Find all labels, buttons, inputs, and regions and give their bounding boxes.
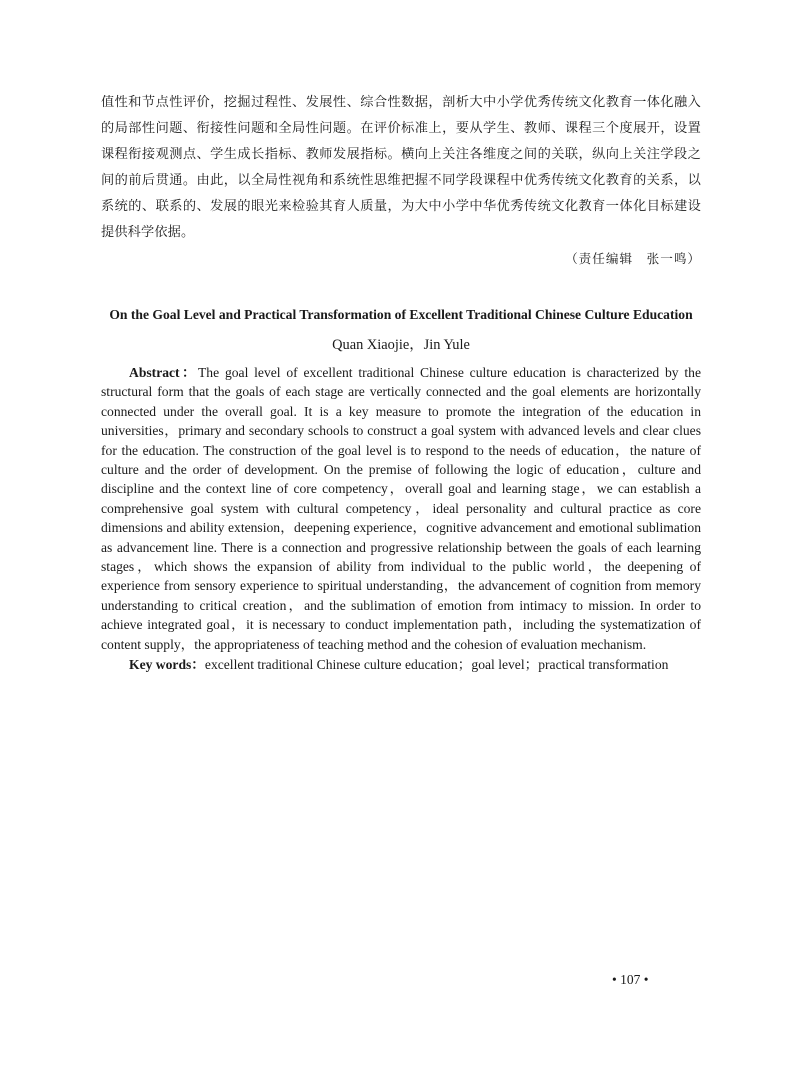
page-content: [101, 90, 701, 675]
abstract-text: The goal level of excellent traditional Chinese culture education is characterized by the structural form that the goals of each stage are vertically connected and the goal elements are horizontally connected under the overall goal. It is a key measure to promote the integration of the education in universities，primary and secondary schools to construct a goal system with advanced levels and clear clues for the education. The construction of the goal level is to respond to the needs of education，the nature of culture and the order of development. On the premise of following the logic of education，culture and discipline and the context line of core competency，overall goal and learning stage，we can establish a comprehensive goal system with cultural competency，ideal personality and cultural practice as core dimensions and ability extension，deepening experience，cognitive advancement and emotional sublimation as advancement line. There is a connection and progressive relationship between the goals of each learning stages，which shows the expansion of ability from individual to the public world，the deepening of experience from sensory experience to spiritual understanding，the advancement of cognition from memory understanding to critical creation，and the sublimation of emotion from intimacy to mission. In order to achieve integrated goal，it is necessary to conduct implementation path，including the systematization of content supply，the appropriateness of teaching method and the cohesion of evaluation mechanism.: [101, 365, 701, 652]
page-number: • 107 •: [612, 972, 649, 987]
english-title: On the Goal Level and Practical Transformation of Excellent Traditional Chinese Culture Education: [109, 307, 693, 322]
editor-note: （责任编辑 张一鸣）: [565, 251, 701, 266]
abstract-label: Abstract：: [129, 365, 198, 380]
authors: Quan Xiaojie，Jin Yule: [332, 337, 470, 353]
keywords-text: excellent traditional Chinese culture education；goal level；practical transformation: [204, 657, 669, 673]
keywords: [101, 655, 701, 674]
abstract: [101, 363, 701, 654]
chinese-body-paragraph: 值性和节点性评价，挖掘过程性、发展性、综合性数据，剖析大中小学优秀传统文化教育一体化融入的局部性问题、衔接性问题和全局性问题。在评价标准上，要从学生、教师、课程三个度展开，设置课程衔接观测点、学生成长指标、教师发展指标。横向上关注各维度之间的关联，纵向上关注学段之间的前后贯通。由此，以全局性视角和系统性思维把握不同学段课程中优秀传统文化教育的关系，以系统的、联系的、发展的眼光来检验其育人质量，为大中小学中华优秀传统文化教育一体化目标建设提供科学依据。: [101, 95, 701, 240]
keywords-label: Key words：: [129, 657, 205, 673]
